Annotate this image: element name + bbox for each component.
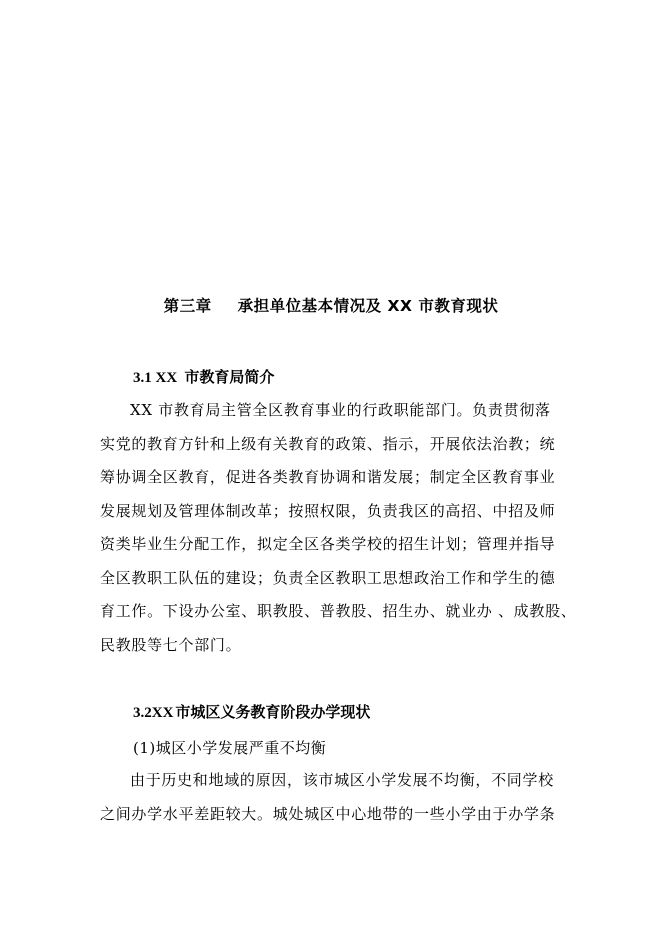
chapter-title-text: 承担单位基本情况及 XX 市教育现状 <box>237 297 499 315</box>
chapter-number: 第三章 <box>163 297 212 315</box>
section-3-2-paragraph <box>100 764 562 831</box>
section-number: 3.2XX <box>133 705 174 721</box>
paragraph-line: 发展规划及管理体制改革；按照权限，负责我区的高招、中招及师 <box>100 501 556 520</box>
paragraph-line: 育工作。下设办公室、职教股、普教股、招生办、就业办 、成教股、 <box>100 602 577 620</box>
paragraph-line: 筹协调全区教育，促进各类教育协调和谐发展；制定全区教育事业 <box>100 468 556 486</box>
paragraph-line: XX 市教育局主管全区教育事业的行政职能部门。负责贯彻落 <box>130 401 551 419</box>
section-heading-3-1 <box>133 366 274 387</box>
paragraph-line: 实党的教育方针和上级有关教育的政策、指示，开展依法治教；统 <box>100 434 556 453</box>
paragraph-line: 之间办学水平差距较大。城处城区中心地带的一些小学由于办学条 <box>100 804 556 823</box>
paragraph-line: 资类毕业生分配工作，拟定全区各类学校的招生计划；管理并指导 <box>100 535 556 553</box>
paragraph-line: 由于历史和地域的原因，该市城区小学发展不均衡，不同学校 <box>130 771 554 789</box>
section-number: 3.1 XX <box>133 370 178 386</box>
section-heading-3-2 <box>133 701 370 722</box>
section-3-1-paragraph <box>100 394 577 662</box>
paragraph-line: 全区教职工队伍的建设；负责全区教职工思想政治工作和学生的德 <box>100 568 556 587</box>
section-title: 市教育局简介 <box>184 368 275 386</box>
sub-heading: (1)城区小学发展严重不均衡 <box>133 739 327 757</box>
section-title: 市城区义务教育阶段办学现状 <box>175 703 371 721</box>
chapter-title <box>0 294 662 316</box>
paragraph-line: 民教股等七个部门。 <box>100 635 242 654</box>
